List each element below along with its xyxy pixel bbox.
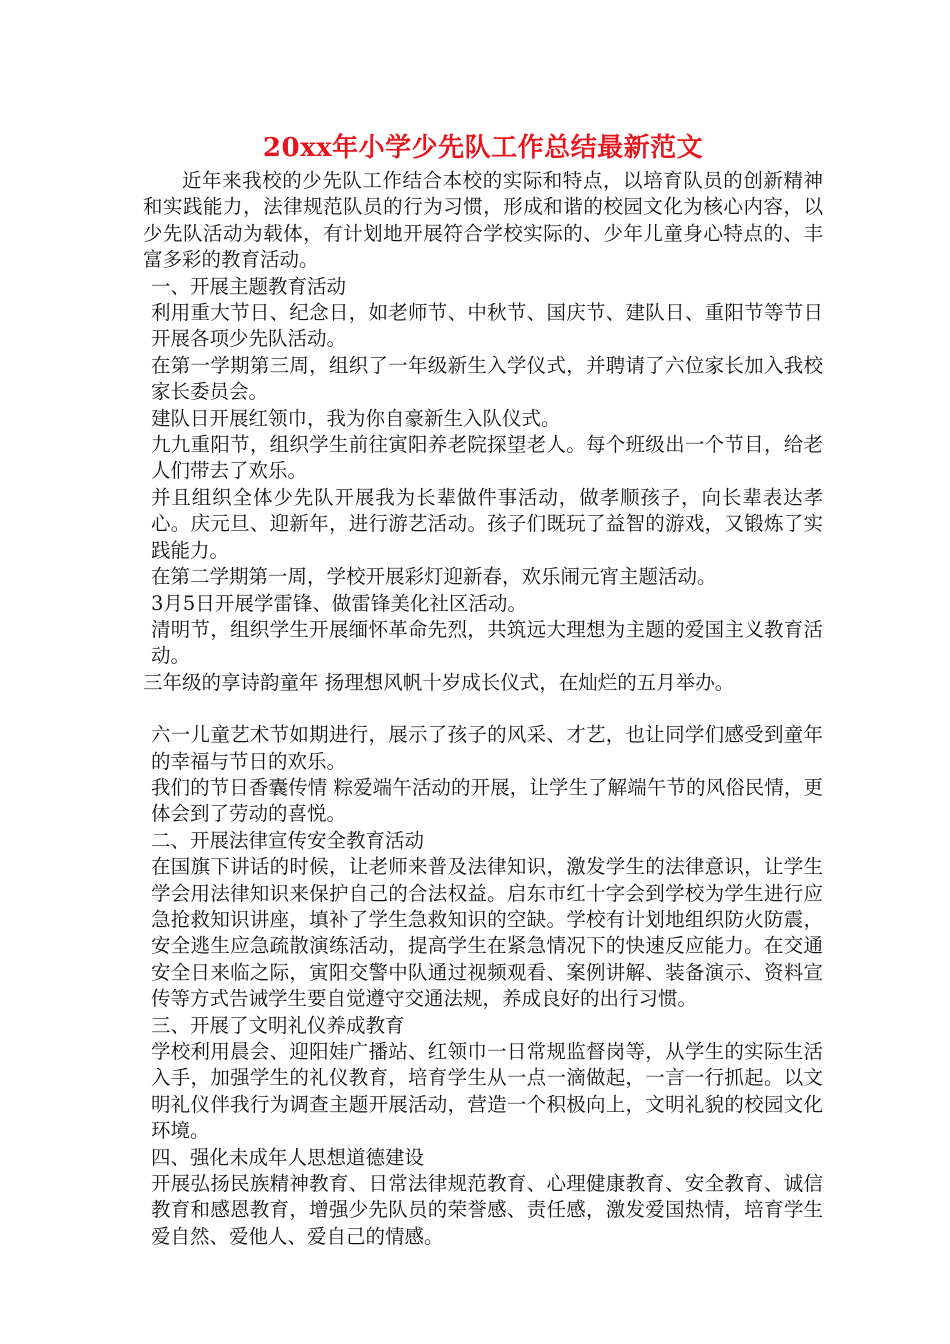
- section-heading-3: 三、开展了文明礼仪养成教育: [151, 1013, 405, 1037]
- document-title: 20xx年小学少先队工作总结最新范文: [262, 133, 704, 163]
- paragraph: 九九重阳节，组织学生前往寅阳养老院探望老人。每个班级出一个节目，给老人们带去了欢乐。: [151, 433, 823, 483]
- paragraph: 开展弘扬民族精神教育、日常法律规范教育、心理健康教育、安全教育、诚信教育和感恩教育，增强少先队员的荣誉感、责任感，激发爱国热情，培育学生爱自然、爱他人、爱自己的情感。: [151, 1172, 823, 1248]
- blank-line: [143, 696, 823, 722]
- section-heading-4: 四、强化未成年人思想道德建设: [151, 1145, 425, 1169]
- paragraph: 三年级的享诗韵童年 扬理想风帆十岁成长仪式，在灿烂的五月举办。: [143, 670, 735, 694]
- section-heading-1: 一、开展主题教育活动: [151, 274, 347, 298]
- paragraph: 在第二学期第一周，学校开展彩灯迎新春，欢乐闹元宵主题活动。: [151, 565, 717, 589]
- paragraph: 六一儿童艺术节如期进行，展示了孩子的风采、才艺，也让同学们感受到童年的幸福与节日的欢乐。: [151, 723, 823, 773]
- paragraph: 在国旗下讲话的时候，让老师来普及法律知识，激发学生的法律意识，让学生学会用法律知识来保护自己的合法权益。启东市红十字会到学校为学生进行应急抢救知识讲座，填补了学生急救知识的空缺。学校有计划地组织防火防震，安全逃生应急疏散演练活动，提高学生在紧急情况下的快速反应能力。在交通安全日来临之际，寅阳交警中队通过视频观看、案例讲解、装备演示、资料宣传等方式告诫学生要自觉遵守交通法规，养成良好的出行习惯。: [151, 855, 823, 1011]
- section-heading-2: 二、开展法律宣传安全教育活动: [151, 828, 425, 852]
- paragraph: 在第一学期第三周，组织了一年级新生入学仪式，并聘请了六位家长加入我校家长委员会。: [151, 353, 823, 404]
- document-page: [143, 128, 823, 1250]
- paragraph: 并且组织全体少先队开展我为长辈做件事活动，做孝顺孩子，向长辈表达孝心。庆元旦、迎新年，进行游艺活动。孩子们既玩了益智的游戏，又锻炼了实践能力。: [151, 485, 823, 562]
- document-body: [143, 168, 823, 1250]
- paragraph: 建队日开展红领巾，我为你自豪新生入队仪式。: [151, 406, 561, 430]
- paragraph: 我们的节日香囊传情 粽爱端午活动的开展，让学生了解端午节的风俗民情，更体会到了劳动的喜悦。: [151, 775, 823, 826]
- paragraph: 学校利用晨会、迎阳娃广播站、红领巾一日常规监督岗等，从学生的实际生活入手，加强学生的礼仪教育，培育学生从一点一滴做起，一言一行抓起。以文明礼仪伴我行为调查主题开展活动，营造一个积极向上，文明礼貌的校园文化环境。: [151, 1040, 823, 1143]
- paragraph: 利用重大节日、纪念日，如老师节、中秋节、国庆节、建队日、重阳节等节日开展各项少先队活动。: [151, 301, 823, 351]
- intro-paragraph: 近年来我校的少先队工作结合本校的实际和特点，以培育队员的创新精神和实践能力，法律规范队员的行为习惯，形成和谐的校园文化为核心内容，以少先队活动为载体，有计划地开展符合学校实际的、少年儿童身心特点的、丰富多彩的教育活动。: [143, 169, 823, 272]
- paragraph: 清明节，组织学生开展缅怀革命先烈，共筑远大理想为主题的爱国主义教育活动。: [151, 617, 823, 668]
- paragraph: 3月5日开展学雷锋、做雷锋美化社区活动。: [151, 591, 527, 615]
